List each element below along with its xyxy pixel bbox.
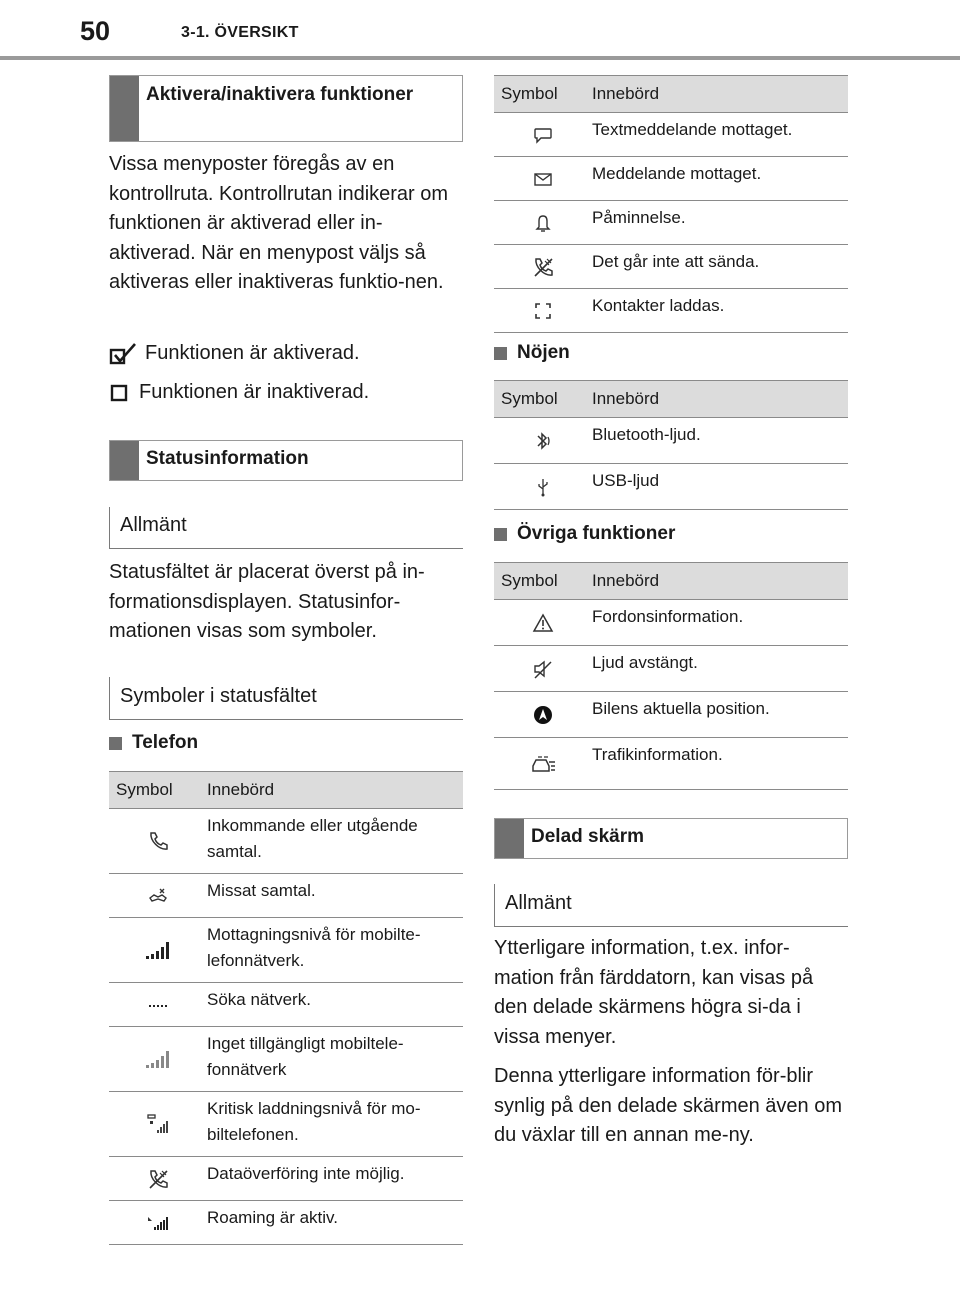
header-rule (0, 56, 960, 60)
row-text: Kritisk laddningsnivå för mo-biltelefonen. (207, 1092, 463, 1157)
row-text: Dataöverföring inte möjlig. (207, 1157, 463, 1201)
battery-critical-icon (146, 1113, 170, 1135)
row-text: USB-ljud (592, 464, 848, 510)
phone-missed-icon (147, 887, 169, 905)
signal-strength-icon (145, 940, 171, 960)
section-phone-text: Telefon (132, 732, 199, 753)
col-meaning: Innebörd (592, 563, 848, 600)
subheading-general-right (494, 884, 848, 927)
row-text: Meddelande mottaget. (592, 157, 848, 201)
warning-triangle-icon (532, 613, 554, 633)
col-meaning: Innebörd (592, 76, 848, 113)
unchecked-line (109, 379, 369, 405)
traffic-info-icon (529, 754, 557, 774)
section-bullet (109, 737, 122, 750)
table-row (494, 245, 848, 289)
heading-activate (109, 75, 463, 142)
row-text: Roaming är aktiv. (207, 1201, 463, 1245)
send-disabled-icon (532, 256, 554, 278)
row-text: Kontakter laddas. (592, 289, 848, 333)
table-row (494, 692, 848, 738)
subheading-general-right-text: Allmänt (505, 892, 572, 914)
section-phone (109, 730, 198, 756)
sound-off-icon (532, 658, 554, 680)
section-bullet (494, 347, 507, 360)
section-other (494, 521, 675, 547)
checked-line (109, 340, 360, 366)
section-entertainment-text: Nöjen (517, 342, 570, 363)
table-header-row (494, 563, 848, 600)
heading-bar (110, 76, 139, 141)
chapter-title: 3-1. ÖVERSIKT (181, 24, 299, 41)
no-network-icon (145, 1049, 171, 1069)
col-symbol: Symbol (109, 772, 207, 809)
row-text: Bilens aktuella position. (592, 692, 848, 738)
usb-icon (535, 477, 551, 497)
table-row (494, 646, 848, 692)
table-row (494, 201, 848, 245)
paragraph-split-1: Ytterligare information, t.ex. infor-mation från färddatorn, kan visas på den delade skärmens högra si-da i vissa menyer. (494, 937, 814, 1048)
data-transfer-disabled-icon (147, 1168, 169, 1190)
checkbox-unchecked-icon (109, 381, 131, 403)
checked-text: Funktionen är aktiverad. (145, 342, 360, 364)
table-messages (494, 75, 848, 333)
row-text: Trafikinformation. (592, 738, 848, 790)
subheading-symbols (109, 677, 463, 720)
row-text: Ljud avstängt. (592, 646, 848, 692)
text-message-icon (533, 126, 553, 144)
heading-bar (110, 441, 139, 480)
roaming-icon (146, 1215, 170, 1231)
row-text: Bluetooth-ljud. (592, 418, 848, 464)
heading-bar (495, 819, 524, 858)
page-header (0, 0, 960, 62)
table-other (494, 562, 848, 790)
subheading-general-text: Allmänt (120, 514, 187, 536)
table-row (494, 113, 848, 157)
heading-status-text: Statusinformation (146, 448, 309, 469)
phone-incoming-icon (147, 830, 169, 852)
table-row (109, 918, 463, 983)
table-header-row (109, 772, 463, 809)
table-header-row (494, 381, 848, 418)
row-text: Missat samtal. (207, 874, 463, 918)
contacts-loading-icon (533, 301, 553, 321)
col-meaning: Innebörd (592, 381, 848, 418)
subheading-general (109, 507, 463, 549)
table-row (494, 738, 848, 790)
col-symbol: Symbol (494, 76, 592, 113)
page-number: 50 (80, 16, 111, 46)
table-row (109, 874, 463, 918)
table-header-row (494, 76, 848, 113)
table-row (494, 289, 848, 333)
table-row (109, 1027, 463, 1092)
network-search-icon (148, 1001, 168, 1009)
table-row (494, 157, 848, 201)
table-row (109, 1092, 463, 1157)
subheading-symbols-text: Symboler i statusfältet (120, 685, 317, 707)
row-text: Påminnelse. (592, 201, 848, 245)
table-row (494, 600, 848, 646)
row-text: Textmeddelande mottaget. (592, 113, 848, 157)
position-arrow-icon (532, 704, 554, 726)
row-text: Fordonsinformation. (592, 600, 848, 646)
row-text: Inkommande eller utgående samtal. (207, 809, 463, 874)
paragraph-status: Statusfältet är placerat överst på in-formationsdisplayen. Statusinfor-mationen visas som symboler. (109, 561, 425, 643)
bluetooth-audio-icon (532, 430, 554, 452)
col-symbol: Symbol (494, 563, 592, 600)
table-row (109, 809, 463, 874)
unchecked-text: Funktionen är inaktiverad. (139, 381, 370, 403)
heading-status (109, 440, 463, 481)
table-row (109, 1201, 463, 1245)
checkbox-checked-icon (109, 341, 137, 365)
col-symbol: Symbol (494, 381, 592, 418)
table-phone (109, 771, 463, 1245)
section-bullet (494, 528, 507, 541)
row-text: Söka nätverk. (207, 983, 463, 1027)
row-text: Inget tillgängligt mobiltele-fonnätverk (207, 1027, 463, 1092)
row-text: Det går inte att sända. (592, 245, 848, 289)
envelope-icon (533, 171, 553, 187)
section-other-text: Övriga funktioner (517, 523, 676, 544)
paragraph-split-2: Denna ytterligare information för-blir synlig på den delade skärmen även om du växlar till en annan me-ny. (494, 1065, 842, 1147)
table-row (494, 418, 848, 464)
table-row (109, 983, 463, 1027)
heading-split (494, 818, 848, 859)
col-meaning: Innebörd (207, 772, 463, 809)
section-entertainment (494, 340, 570, 366)
bell-icon (534, 213, 552, 233)
heading-split-text: Delad skärm (531, 826, 645, 847)
table-entertainment (494, 380, 848, 510)
table-row (109, 1157, 463, 1201)
table-row (494, 464, 848, 510)
row-text: Mottagningsnivå för mobilte-lefonnätverk. (207, 918, 463, 983)
heading-activate-text: Aktivera/inaktivera funktioner (146, 84, 414, 105)
paragraph-activate: Vissa menyposter föregås av en kontrollruta. Kontrollrutan indikerar om funktionen är aktiverad eller in-aktiverad. När en menypost väljs så aktiveras eller inaktiveras funktio-nen. (109, 153, 449, 294)
